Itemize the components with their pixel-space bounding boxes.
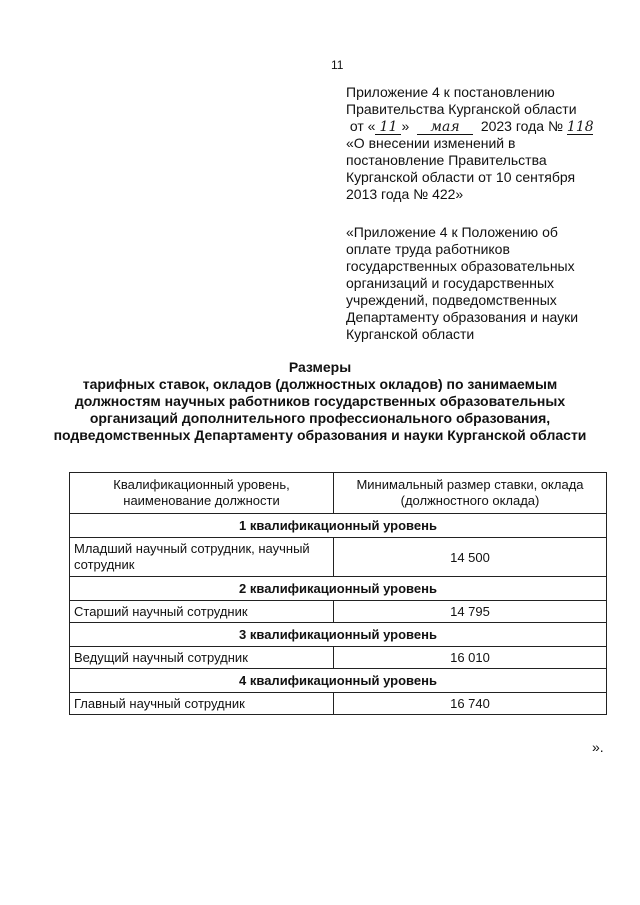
annex-quote-line: учреждений, подведомственных xyxy=(346,292,557,308)
table-row xyxy=(70,647,607,669)
table-header-row xyxy=(70,473,607,514)
annex-quote-line: организаций и государственных xyxy=(346,275,555,291)
annex-about-line: «О внесении изменений в xyxy=(346,135,516,151)
level-row xyxy=(70,514,607,538)
heading-line: подведомственных Департаменту образования и науки Курганской области xyxy=(53,427,587,443)
level-label: 4 квалификационный уровень xyxy=(70,669,607,693)
level-row xyxy=(70,577,607,601)
annex-quote-line: «Приложение 4 к Положению об xyxy=(346,224,558,240)
table-row xyxy=(70,601,607,623)
rate-cell: 14 795 xyxy=(334,601,607,623)
heading-line: тарифных ставок, окладов (должностных окладов) по занимаемым xyxy=(82,376,558,392)
annex-about-line: постановление Правительства xyxy=(346,152,547,168)
column-header-level: Квалификационный уровень, наименование должности xyxy=(70,473,334,514)
heading-line: должностям научных работников государственных образовательных xyxy=(74,393,566,409)
position-cell: Старший научный сотрудник xyxy=(70,601,334,623)
position-cell: Главный научный сотрудник xyxy=(70,693,334,715)
closing-quote-mark: ». xyxy=(592,739,604,755)
annex-title-line: Правительства Курганской области xyxy=(346,101,577,117)
handwritten-month: мая xyxy=(417,120,473,135)
level-label: 2 квалификационный уровень xyxy=(70,577,607,601)
annex-date-line xyxy=(346,118,616,135)
annex-quote-line: оплате труда работников xyxy=(346,241,510,257)
annex-quote-line: Департаменту образования и науки xyxy=(346,309,579,325)
level-label: 3 квалификационный уровень xyxy=(70,623,607,647)
annex-block xyxy=(346,84,616,343)
rate-cell: 14 500 xyxy=(334,538,607,577)
handwritten-day: 11 xyxy=(375,120,401,135)
date-prefix: от « xyxy=(349,118,376,134)
level-row xyxy=(70,669,607,693)
heading-title: Размеры xyxy=(288,359,352,375)
heading-line: организаций дополнительного профессионального образования, xyxy=(89,410,551,426)
date-suffix: 2023 года № xyxy=(480,118,564,134)
level-label: 1 квалификационный уровень xyxy=(70,514,607,538)
column-header-rate: Минимальный размер ставки, оклада (должностного оклада) xyxy=(334,473,607,514)
handwritten-number: 118 xyxy=(566,119,594,135)
rates-table xyxy=(69,472,607,715)
annex-about-line: Курганской области от 10 сентября xyxy=(346,169,576,185)
annex-quote-line: государственных образовательных xyxy=(346,258,575,274)
position-cell: Ведущий научный сотрудник xyxy=(70,647,334,669)
table-row xyxy=(70,693,607,715)
table-row xyxy=(70,538,607,577)
rate-cell: 16 010 xyxy=(334,647,607,669)
page-number: 11 xyxy=(331,58,344,72)
level-row xyxy=(70,623,607,647)
annex-title-line: Приложение 4 к постановлению xyxy=(346,84,555,100)
rate-cell: 16 740 xyxy=(334,693,607,715)
document-heading xyxy=(50,359,590,444)
annex-quote-line: Курганской области xyxy=(346,326,475,342)
position-cell: Младший научный сотрудник, научный сотрудник xyxy=(70,538,334,577)
annex-about-line: 2013 года № 422» xyxy=(346,186,464,202)
date-mid: » xyxy=(401,118,410,134)
